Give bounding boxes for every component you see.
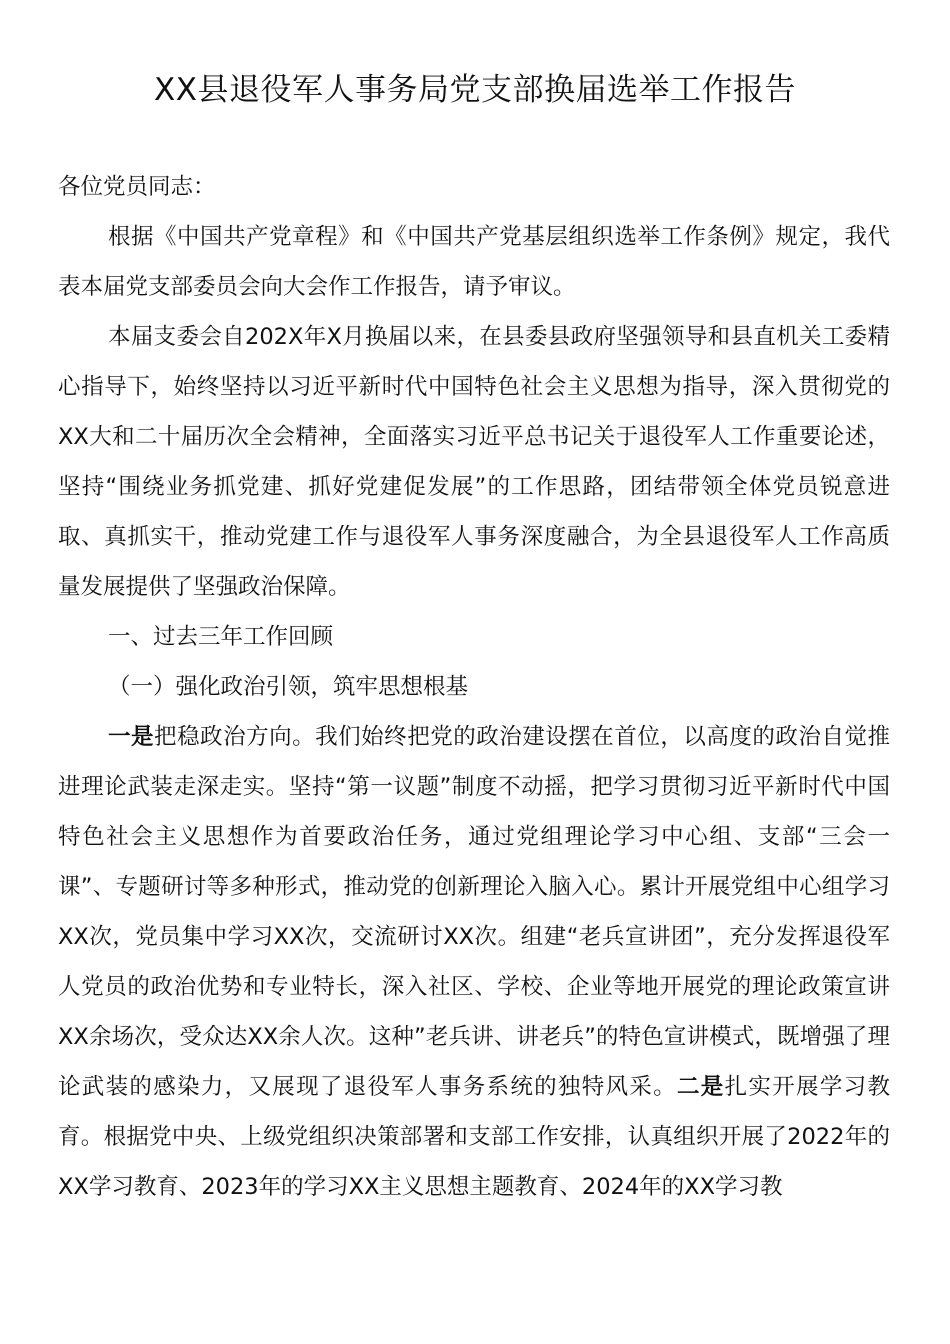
document-title: XX县退役军人事务局党支部换届选举工作报告 [154, 72, 796, 108]
points-paragraph [58, 712, 890, 1212]
point-2-text: 扎实开展学习教育。根据党中央、上级党组织决策部署和支部工作安排，认真组织开展了2022年的XX学习教育、2023年的学习XX主义思想主题教育、2024年的XX学习教 [58, 1074, 890, 1200]
summary-paragraph: 本届支委会自202X年X月换届以来，在县委县政府坚强领导和县直机关工委精心指导下，始终坚持以习近平新时代中国特色社会主义思想为指导，深入贯彻党的XX大和二十届历次全会精神，全面落实习近平总书记关于退役军人工作重要论述，坚持“围绕业务抓党建、抓好党建促发展”的工作思路，团结带领全体党员锐意进取、真抓实干，推动党建工作与退役军人事务深度融合，为全县退役军人工作高质量发展提供了坚强政治保障。 [58, 324, 890, 600]
subsection-heading: （一）强化政治引领，筑牢思想根基 [108, 674, 469, 700]
section-heading: 一、过去三年工作回顾 [108, 624, 334, 650]
salutation: 各位党员同志： [58, 174, 216, 200]
point-1-lead: 一是 [108, 724, 155, 750]
intro-paragraph: 根据《中国共产党章程》和《中国共产党基层组织选举工作条例》规定，我代表本届党支部委员会向大会作工作报告，请予审议。 [58, 224, 890, 300]
document-body [58, 162, 890, 1212]
point-2-lead: 二是 [677, 1074, 725, 1100]
point-1-text: 把稳政治方向。我们始终把党的政治建设摆在首位，以高度的政治自觉推进理论武装走深走实。坚持“第一议题”制度不动摇，把学习贯彻习近平新时代中国特色社会主义思想作为首要政治任务，通过党组理论学习中心组、支部“三会一课”、专题研讨等多种形式，推动党的创新理论入脑入心。累计开展党组中心组学习XX次，党员集中学习XX次，交流研讨XX次。组建“老兵宣讲团”，充分发挥退役军人党员的政治优势和专业特长，深入社区、学校、企业等地开展党的理论政策宣讲XX余场次，受众达XX余人次。这种”老兵讲、讲老兵”的特色宣讲模式，既增强了理论武装的感染力，又展现了退役军人事务系统的独特风采。 [58, 724, 890, 1100]
